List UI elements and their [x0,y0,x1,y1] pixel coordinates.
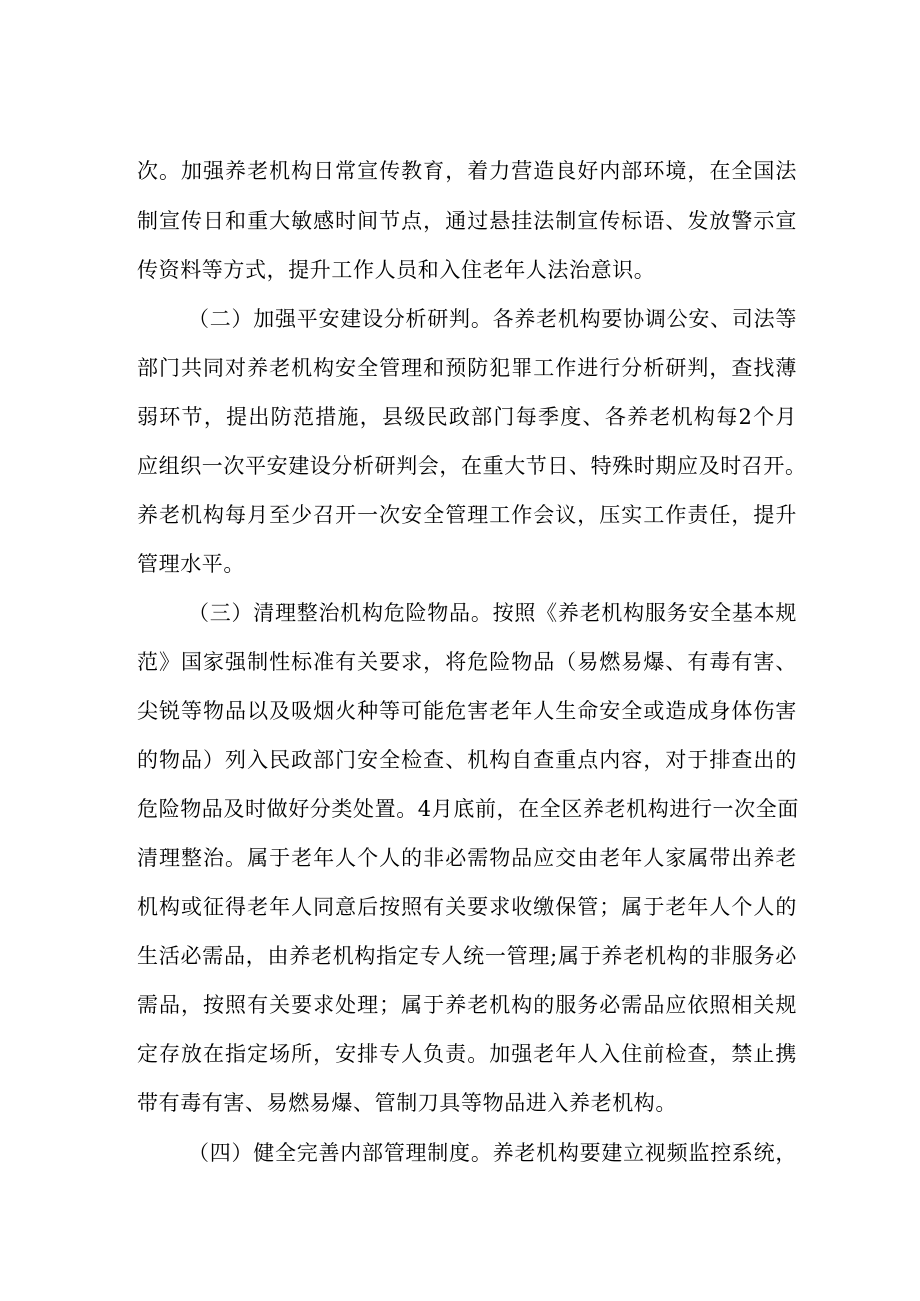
body-text-line: 管理水平。 [137,552,245,576]
section-heading-line: （三）清理整治机构危险物品。按照《养老机构服务安全基本规 [188,601,797,625]
body-text-line: 尖锐等物品以及吸烟火种等可能危害老年人生命安全或造成身体伤害 [137,699,797,723]
body-text-line: 机构或征得老年人同意后按照有关要求收缴保管；属于老年人个人的 [137,895,797,919]
body-text-line: 的物品）列入民政部门安全检查、机构自查重点内容，对于排查出的 [137,748,797,772]
body-text-line: 次。加强养老机构日常宣传教育，着力营造良好内部环境，在全国法 [137,159,797,183]
body-text-line: 部门共同对养老机构安全管理和预防犯罪工作进行分析研判，查找薄 [137,356,797,380]
body-text-line: 生活必需品，由养老机构指定专人统一管理;属于养老机构的非服务必 [137,944,797,968]
body-text-line: 带有毒有害、易燃易爆、管制刀具等物品进入养老机构。 [137,1091,677,1115]
body-text-line: 弱环节，提出防范措施，县级民政部门每季度、各养老机构每2个月 [137,405,797,429]
body-text-line: 范》国家强制性标准有关要求，将危险物品（易燃易爆、有毒有害、 [137,650,797,674]
body-text-line: 制宣传日和重大敏感时间节点，通过悬挂法制宣传标语、发放警示宣 [137,209,797,233]
body-text-line: 危险物品及时做好分类处置。4月底前，在全区养老机构进行一次全面 [137,797,799,821]
body-text-line: 需品，按照有关要求处理；属于养老机构的服务必需品应依照相关规 [137,993,797,1017]
body-text-line: 定存放在指定场所，安排专人负责。加强老年人入住前检查，禁止携 [137,1042,797,1066]
section-heading-line: （二）加强平安建设分析研判。各养老机构要协调公安、司法等 [188,307,797,331]
body-text-line: 清理整治。属于老年人个人的非必需物品应交由老年人家属带出养老 [137,846,797,870]
section-heading-line: （四）健全完善内部管理制度。养老机构要建立视频监控系统， [188,1141,797,1165]
body-text-line: 应组织一次平安建设分析研判会，在重大节日、特殊时期应及时召开。 [137,454,807,478]
body-text-line: 传资料等方式，提升工作人员和入住老年人法治意识。 [137,258,656,282]
body-text-line: 养老机构每月至少召开一次安全管理工作会议，压实工作责任，提升 [137,503,797,527]
